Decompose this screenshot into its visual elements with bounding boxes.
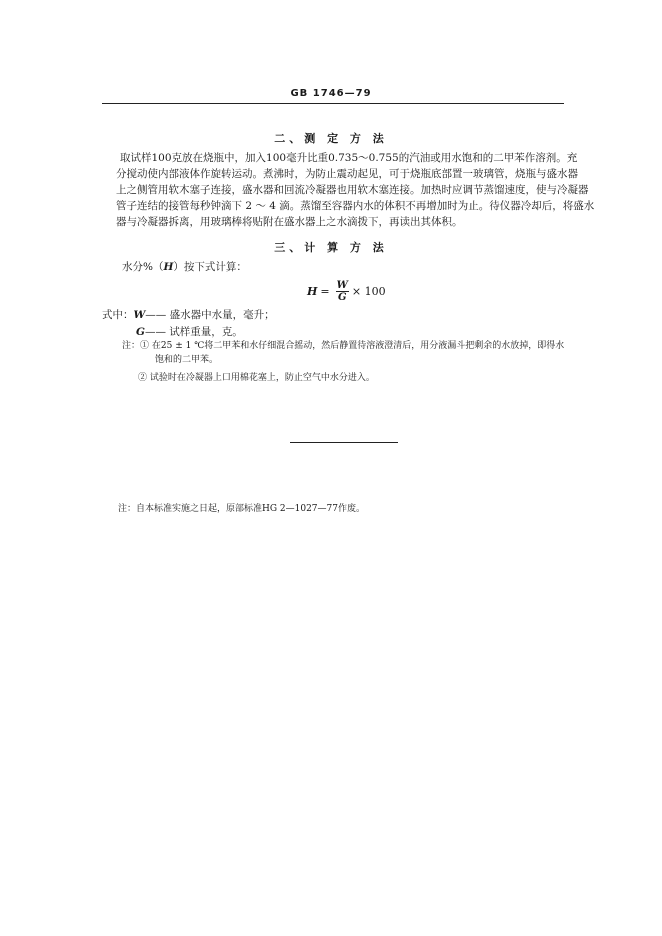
section-2-line: 上之侧管用软木塞子连接，盛水器和回流冷凝器也用软木塞连接。加热时应调节蒸馏速度，使与冷凝器 <box>116 184 589 196</box>
where-label: 式中： <box>102 309 134 321</box>
formula-lhs: H <box>307 284 318 298</box>
definition-text: —— 试样重量，克。 <box>144 326 243 338</box>
note-text: 试验时在冷凝器上口用棉花塞上，防止空气中水分进入。 <box>149 373 375 383</box>
section-2-line: 分搅动使内部液体作旋转运动。煮沸时，为防止震动起见，可于烧瓶底部置一玻璃管，烧瓶与盛水器 <box>116 168 578 180</box>
note-1 <box>122 340 564 353</box>
definition-w <box>102 308 275 322</box>
section-2-line: 取试样100克放在烧瓶中，加入100毫升比重0.735～0.755的汽油或用水饱和的二甲苯作溶剂。充 <box>120 152 578 164</box>
formula <box>307 278 386 304</box>
section-2-line: 管子连结的接管每秒钟滴下 2 ～ 4 滴。蒸馏至容器内水的体积不再增加时为止。待仪器冷却后，将盛水 <box>116 200 595 212</box>
notes-label: 注： <box>122 341 141 351</box>
note-text: 在25 ± 1 ℃将二甲苯和水仔细混合摇动，然后静置待溶液澄清后，用分液漏斗把剩余的水放掉，即得水 <box>151 341 565 351</box>
note-2 <box>138 372 375 385</box>
footer-note: 注：自本标准实施之日起，原部标准HG 2—1027—77作废。 <box>118 504 365 514</box>
formula-numerator: W <box>336 279 348 291</box>
section-2-line: 器与冷凝器拆离，用玻璃棒将贴附在盛水器上之水滴拨下，再读出其体积。 <box>116 216 463 228</box>
section-3-title: 三、计 算 方 法 <box>274 241 388 254</box>
formula-fraction <box>336 280 349 303</box>
definition-symbol: W <box>133 309 146 321</box>
note-1-continuation: 饱和的二甲苯。 <box>155 355 219 365</box>
section-2-body <box>116 150 595 230</box>
formula-equals: = <box>320 284 330 298</box>
end-rule <box>290 442 398 443</box>
definition-text: —— 盛水器中水量，毫升； <box>145 309 275 321</box>
formula-intro-suffix: ）按下式计算： <box>173 261 247 273</box>
formula-multiplier: × 100 <box>351 284 386 298</box>
header-rule <box>102 103 564 104</box>
formula-denominator: G <box>337 291 347 303</box>
definition-symbol: G <box>136 326 145 338</box>
formula-intro-prefix: 水分%（ <box>122 261 164 273</box>
standard-code: GB 1746—79 <box>290 88 372 99</box>
definition-g <box>136 325 243 339</box>
formula-intro-var: H <box>163 261 174 273</box>
note-marker: ② <box>138 373 148 383</box>
formula-intro <box>122 260 247 274</box>
section-2-title: 二、测 定 方 法 <box>274 132 388 145</box>
note-marker: ① <box>140 341 150 351</box>
